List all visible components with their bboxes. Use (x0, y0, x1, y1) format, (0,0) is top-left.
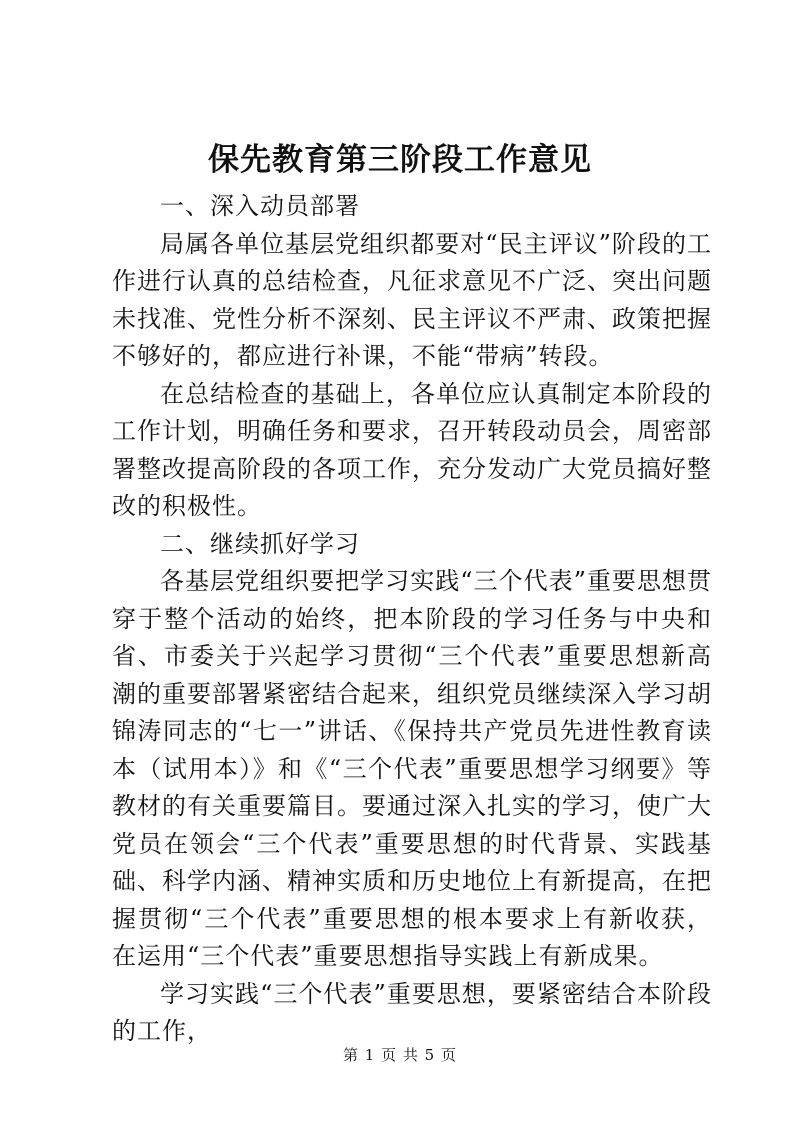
paragraph: 在总结检查的基础上，各单位应认真制定本阶段的工作计划，明确任务和要求，召开转段动员会，周密部署整改提高阶段的各项工作，充分发动广大党员搞好整改的积极性。 (112, 379, 712, 520)
page-footer: 第 1 页 共 5 页 (343, 1046, 457, 1064)
paragraph: 学习实践“三个代表”重要思想，要紧密结合本阶段的工作， (112, 979, 712, 1045)
paragraph: 各基层党组织要把学习实践“三个代表”重要思想贯穿于整个活动的始终，把本阶段的学习任务与中央和省、市委关于兴起学习贯彻“三个代表”重要思想新高潮的重要部署紧密结合起来，组织党员继续深入学习胡锦涛同志的“七一”讲话、《保持共产党员先进性教育读本（试用本）》和《“三个代表”重要思想学习纲要》等教材的有关重要篇目。要通过深入扎实的学习，使广大党员在领会“三个代表”重要思想的时代背景、实践基础、科学内涵、精神实质和历史地位上有新提高，在把握贯彻“三个代表”重要思想的根本要求上有新收获，在运用“三个代表”重要思想指导实践上有新成果。 (112, 567, 712, 970)
section-heading: 一、深入动员部署 (160, 192, 360, 220)
document-body (112, 188, 712, 1051)
document-title: 保先教育第三阶段工作意见 (208, 142, 592, 178)
paragraph: 局属各单位基层党组织都要对“民主评议”阶段的工作进行认真的总结检查，凡征求意见不广泛、突出问题未找准、党性分析不深刻、民主评议不严肃、政策把握不够好的，都应进行补课，不能“带病”转段。 (112, 229, 712, 370)
section-heading: 二、继续抓好学习 (160, 529, 360, 558)
